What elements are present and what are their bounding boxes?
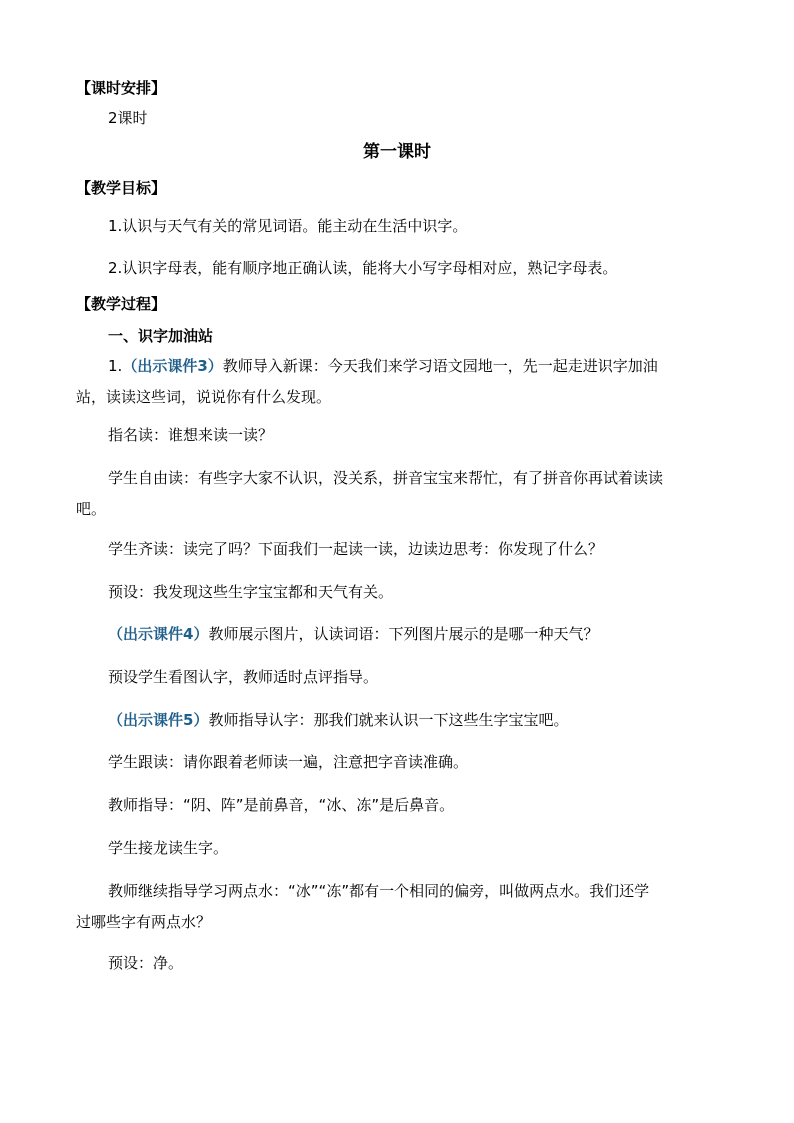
paragraph-12-line-2: 过哪些字有两点水？ — [76, 913, 212, 931]
paragraph-8-text: 教师指导认字：那我们就来认识一下这些生字宝宝吧。 — [208, 711, 569, 729]
goal-2: 2.认识字母表，能有顺序地正确认读，能将大小写字母相对应，熟记字母表。 — [108, 259, 618, 277]
courseware-tag-3: （出示课件3） — [122, 357, 223, 375]
paragraph-4: 学生齐读：读完了吗？下面我们一起读一读，边读边思考：你发现了什么？ — [108, 540, 604, 558]
paragraph-11: 学生接龙读生字。 — [108, 839, 229, 857]
paragraph-1-number: 1. — [108, 357, 123, 375]
paragraph-3-line-2: 吧。 — [76, 500, 107, 518]
paragraph-7: 预设学生看图认字，教师适时点评指导。 — [108, 668, 379, 686]
paragraph-2: 指名读：谁想来读一读？ — [108, 426, 274, 444]
paragraph-10: 教师指导：“阴、阵”是前鼻音，“冰、冻”是后鼻音。 — [108, 796, 455, 814]
paragraph-1-text: 教师导入新课：今天我们来学习语文园地一，先一起走进识字加油 — [222, 357, 658, 375]
paragraph-6 — [108, 624, 598, 644]
paragraph-3-line-1: 学生自由读：有些字大家不认识，没关系，拼音宝宝来帮忙，有了拼音你再试着读读 — [108, 469, 664, 487]
courseware-tag-5: （出示课件5） — [108, 711, 209, 729]
paragraph-1-line-2: 站，读读这些词，说说你有什么发现。 — [76, 388, 332, 406]
courseware-tag-4: （出示课件4） — [108, 625, 209, 643]
paragraph-13: 预设：净。 — [108, 954, 184, 972]
goal-1: 1.认识与天气有关的常见词语。能主动在生活中识字。 — [108, 217, 468, 235]
paragraph-9: 学生跟读：请你跟着老师读一遍，注意把字音读准确。 — [108, 753, 469, 771]
paragraph-6-text: 教师展示图片，认读词语：下列图片展示的是哪一种天气？ — [208, 625, 599, 643]
paragraph-12-line-1: 教师继续指导学习两点水：“冰”“冻”都有一个相同的偏旁，叫做两点水。我们还学 — [108, 882, 650, 900]
schedule-heading: 【课时安排】 — [76, 79, 167, 97]
paragraph-8 — [108, 710, 568, 730]
goals-heading: 【教学目标】 — [76, 179, 167, 197]
lesson-title: 第一课时 — [363, 142, 431, 162]
part-1-heading: 一、识字加油站 — [108, 327, 214, 345]
schedule-value: 2课时 — [108, 109, 148, 127]
paragraph-1-line-1 — [108, 356, 658, 376]
process-heading: 【教学过程】 — [76, 295, 167, 313]
paragraph-5: 预设：我发现这些生字宝宝都和天气有关。 — [108, 583, 394, 601]
